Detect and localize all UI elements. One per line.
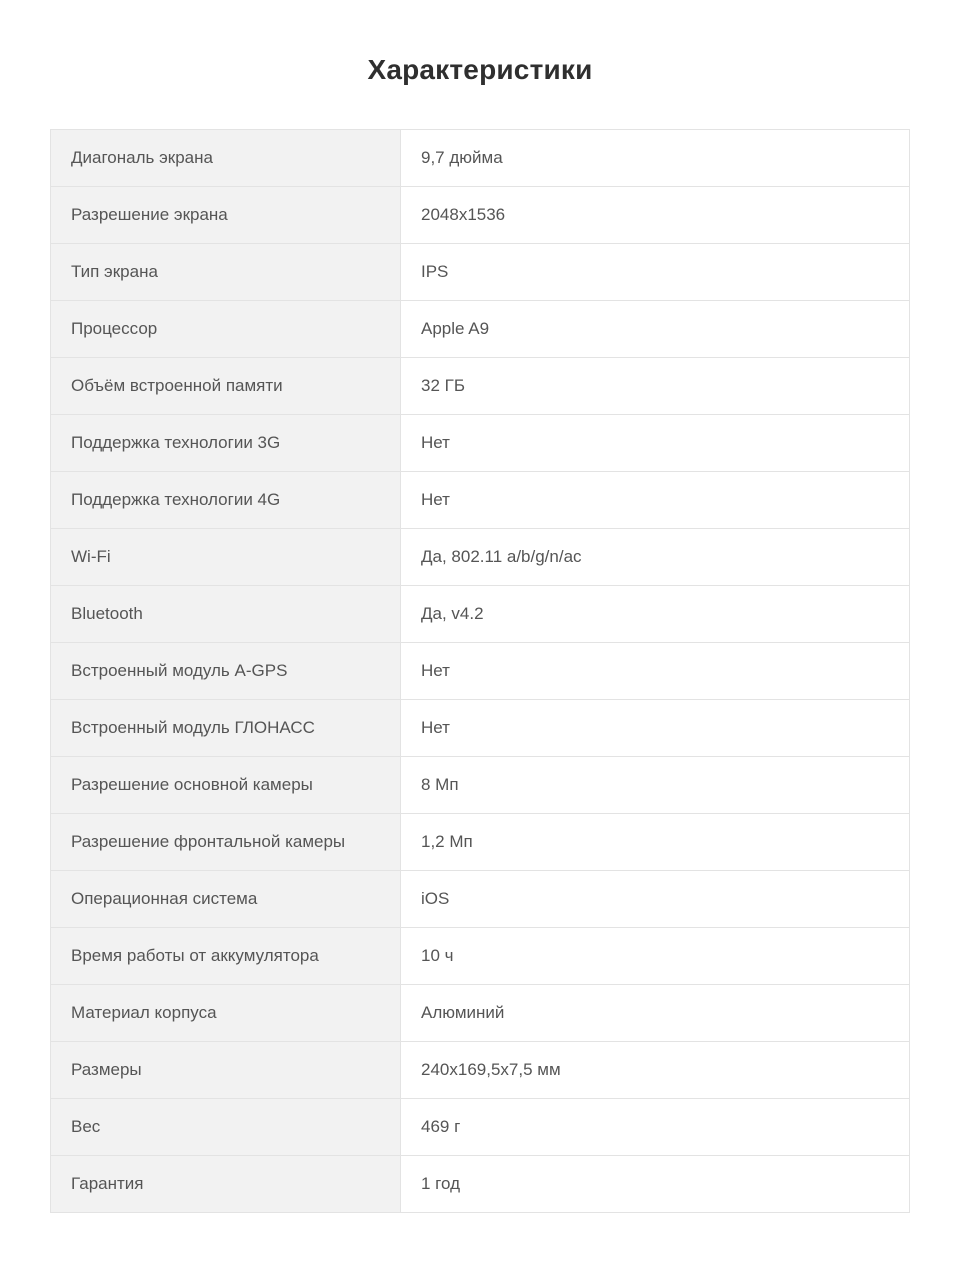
spec-value: 469 г [401, 1099, 910, 1156]
spec-label: Вес [51, 1099, 401, 1156]
spec-value: 2048x1536 [401, 187, 910, 244]
table-row [51, 415, 910, 472]
spec-value: 1,2 Мп [401, 814, 910, 871]
table-row [51, 871, 910, 928]
table-row [51, 130, 910, 187]
spec-label: Поддержка технологии 3G [51, 415, 401, 472]
spec-value: Да, v4.2 [401, 586, 910, 643]
table-row [51, 586, 910, 643]
spec-value: 32 ГБ [401, 358, 910, 415]
table-row [51, 928, 910, 985]
table-row [51, 358, 910, 415]
table-row [51, 187, 910, 244]
specifications-table [50, 129, 910, 1213]
spec-label: Время работы от аккумулятора [51, 928, 401, 985]
spec-label: Тип экрана [51, 244, 401, 301]
spec-label: Bluetooth [51, 586, 401, 643]
spec-value: Нет [401, 472, 910, 529]
spec-label: Процессор [51, 301, 401, 358]
table-row [51, 985, 910, 1042]
spec-value: 9,7 дюйма [401, 130, 910, 187]
table-row [51, 529, 910, 586]
spec-value: Да, 802.11 a/b/g/n/ac [401, 529, 910, 586]
spec-label: Встроенный модуль ГЛОНАСС [51, 700, 401, 757]
spec-label: Гарантия [51, 1156, 401, 1213]
specifications-table-body [51, 130, 910, 1213]
spec-label: Объём встроенной памяти [51, 358, 401, 415]
spec-label: Разрешение фронтальной камеры [51, 814, 401, 871]
spec-label: Разрешение основной камеры [51, 757, 401, 814]
table-row [51, 643, 910, 700]
spec-label: Wi-Fi [51, 529, 401, 586]
spec-value: Нет [401, 415, 910, 472]
spec-value: 240x169,5x7,5 мм [401, 1042, 910, 1099]
table-row [51, 757, 910, 814]
table-row [51, 1042, 910, 1099]
spec-label: Диагональ экрана [51, 130, 401, 187]
spec-label: Поддержка технологии 4G [51, 472, 401, 529]
table-row [51, 472, 910, 529]
table-row [51, 301, 910, 358]
spec-value: 1 год [401, 1156, 910, 1213]
spec-label: Материал корпуса [51, 985, 401, 1042]
spec-value: 8 Мп [401, 757, 910, 814]
spec-label: Разрешение экрана [51, 187, 401, 244]
spec-label: Операционная система [51, 871, 401, 928]
spec-value: Нет [401, 643, 910, 700]
spec-label: Размеры [51, 1042, 401, 1099]
spec-value: IPS [401, 244, 910, 301]
table-row [51, 814, 910, 871]
spec-label: Встроенный модуль A-GPS [51, 643, 401, 700]
spec-value: 10 ч [401, 928, 910, 985]
spec-value: Apple A9 [401, 301, 910, 358]
page-title: Характеристики [367, 54, 593, 85]
table-row [51, 1099, 910, 1156]
table-row [51, 1156, 910, 1213]
table-row [51, 244, 910, 301]
table-row [51, 700, 910, 757]
spec-value: Алюминий [401, 985, 910, 1042]
spec-value: Нет [401, 700, 910, 757]
spec-value: iOS [401, 871, 910, 928]
